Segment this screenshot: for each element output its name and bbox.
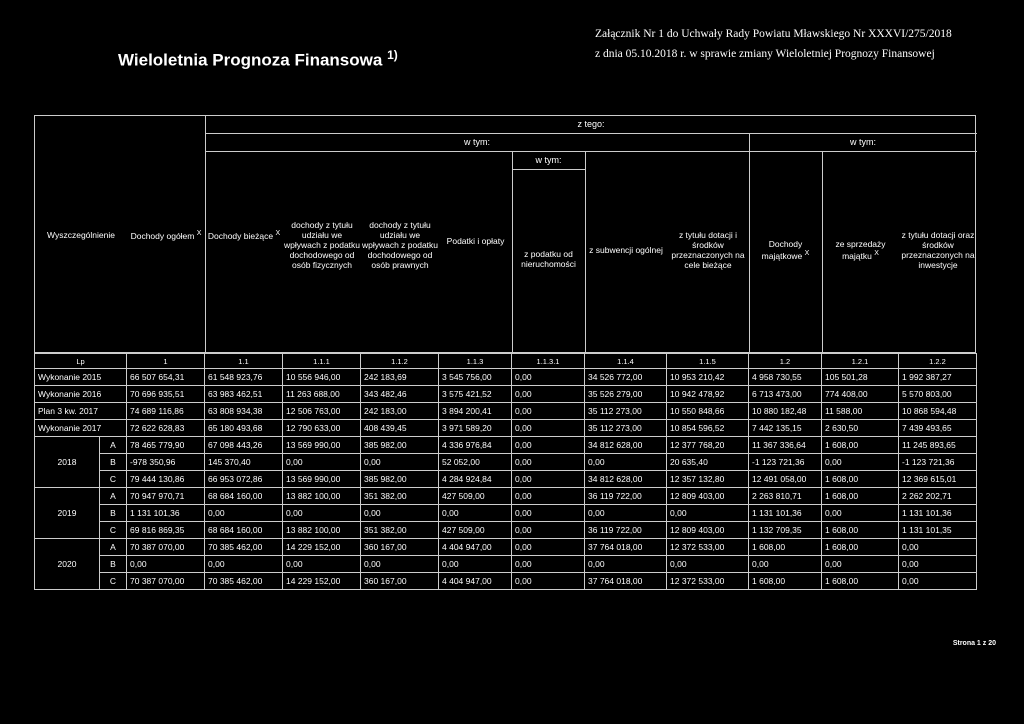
value-cell: 105 501,28 (822, 369, 899, 386)
value-cell: 11 263 688,00 (283, 386, 361, 403)
value-cell: 0,00 (205, 556, 283, 573)
value-cell: 3 971 589,20 (439, 420, 512, 437)
value-cell: 774 408,00 (822, 386, 899, 403)
value-cell: 427 509,00 (439, 488, 512, 505)
value-cell: 0,00 (585, 454, 667, 471)
value-cell: 6 713 473,00 (749, 386, 822, 403)
value-cell: 0,00 (512, 437, 585, 454)
table-row (35, 522, 977, 539)
value-cell: 1 131 101,36 (127, 505, 205, 522)
value-cell: 1 992 387,27 (899, 369, 977, 386)
value-cell: 3 894 200,41 (439, 403, 512, 420)
value-cell: 1 608,00 (822, 573, 899, 590)
value-cell: 12 372 533,00 (667, 539, 749, 556)
col-header-dochody-biezace: Dochody bieżące $^X$ (207, 230, 281, 241)
title-text: Wieloletnia Prognoza Finansowa (118, 50, 383, 70)
col-header-cit: dochody z tytułu udziału we wpływach z podatku dochodowego od osób prawnych (361, 220, 439, 270)
value-cell: 4 958 730,55 (749, 369, 822, 386)
value-cell: 74 689 116,86 (127, 403, 205, 420)
value-cell: 0,00 (749, 556, 822, 573)
value-cell: 385 982,00 (361, 471, 439, 488)
value-cell: 68 684 160,00 (205, 488, 283, 505)
value-cell: 0,00 (585, 505, 667, 522)
value-cell: 0,00 (512, 386, 585, 403)
col-header-sprzedaz: ze sprzedaży majątku $^X$ (835, 239, 886, 261)
value-cell: 36 119 722,00 (585, 488, 667, 505)
value-cell: 0,00 (512, 471, 585, 488)
value-cell: 66 953 072,86 (205, 471, 283, 488)
value-cell: 70 947 970,71 (127, 488, 205, 505)
variant-cell: B (100, 556, 127, 573)
table-row (35, 369, 977, 386)
value-cell: 13 882 100,00 (283, 522, 361, 539)
value-cell: 12 372 533,00 (667, 573, 749, 590)
value-cell: 1 131 101,36 (749, 505, 822, 522)
value-cell: 52 052,00 (439, 454, 512, 471)
lp-cell: 1.1.2 (361, 354, 439, 369)
value-cell: 70 696 935,51 (127, 386, 205, 403)
value-cell: 0,00 (283, 454, 361, 471)
value-cell: 0,00 (361, 556, 439, 573)
value-cell: 351 382,00 (361, 488, 439, 505)
row-label: Wykonanie 2016 (35, 386, 127, 403)
value-cell: 12 369 615,01 (899, 471, 977, 488)
value-cell: 0,00 (127, 556, 205, 573)
col-header-wyszczegolnienie: Wyszczególnienie (47, 230, 115, 240)
value-cell: 20 635,40 (667, 454, 749, 471)
value-cell: 11 245 893,65 (899, 437, 977, 454)
value-cell: 145 370,40 (205, 454, 283, 471)
lp-row (35, 354, 977, 369)
page-title (118, 48, 398, 71)
lp-cell: 1.1.3 (439, 354, 512, 369)
variant-cell: A (100, 488, 127, 505)
value-cell: 242 183,00 (361, 403, 439, 420)
value-cell: 37 764 018,00 (585, 539, 667, 556)
variant-cell: C (100, 522, 127, 539)
page-number: Strona 1 z 20 (952, 640, 996, 647)
value-cell: 10 556 946,00 (283, 369, 361, 386)
lp-cell: 1.2.1 (822, 354, 899, 369)
value-cell: 10 942 478,92 (667, 386, 749, 403)
table-row (35, 454, 977, 471)
value-cell: 4 404 947,00 (439, 539, 512, 556)
value-cell: 5 570 803,00 (899, 386, 977, 403)
table-row (35, 488, 977, 505)
value-cell: 0,00 (512, 488, 585, 505)
lp-cell: 1.1.4 (585, 354, 667, 369)
value-cell: 7 439 493,65 (899, 420, 977, 437)
variant-cell: A (100, 539, 127, 556)
z-tego-label: z tego: (577, 119, 605, 129)
value-cell: 4 336 976,84 (439, 437, 512, 454)
value-cell: 12 790 633,00 (283, 420, 361, 437)
col-header-subwencja: z subwencji ogólnej (589, 245, 663, 255)
title-footnote-mark: 1) (387, 48, 398, 62)
variant-cell: C (100, 471, 127, 488)
w-tym-label-current: w tym: (464, 137, 490, 147)
table-row (35, 386, 977, 403)
value-cell: 242 183,69 (361, 369, 439, 386)
value-cell: -1 123 721,36 (899, 454, 977, 471)
value-cell: 78 465 779,90 (127, 437, 205, 454)
value-cell: 0,00 (822, 556, 899, 573)
table-row (35, 505, 977, 522)
data-table (34, 353, 977, 590)
col-header-dotacje-biezace: z tytułu dotacji i środków przeznaczonych na cele bieżące (671, 230, 745, 270)
w-tym-label-taxes: w tym: (535, 155, 562, 165)
value-cell: 0,00 (899, 539, 977, 556)
value-cell: 34 526 772,00 (585, 369, 667, 386)
value-cell: 4 284 924,84 (439, 471, 512, 488)
value-cell: 0,00 (205, 505, 283, 522)
value-cell: 0,00 (283, 505, 361, 522)
value-cell: 35 112 273,00 (585, 403, 667, 420)
lp-cell: 1.1.1 (283, 354, 361, 369)
value-cell: 11 588,00 (822, 403, 899, 420)
value-cell: 0,00 (283, 556, 361, 573)
value-cell: 14 229 152,00 (283, 539, 361, 556)
value-cell: 0,00 (512, 403, 585, 420)
value-cell: 12 809 403,00 (667, 488, 749, 505)
value-cell: 0,00 (512, 369, 585, 386)
value-cell: 360 167,00 (361, 539, 439, 556)
value-cell: 10 854 596,52 (667, 420, 749, 437)
value-cell: 37 764 018,00 (585, 573, 667, 590)
value-cell: 12 506 763,00 (283, 403, 361, 420)
value-cell: 0,00 (667, 556, 749, 573)
value-cell: 13 882 100,00 (283, 488, 361, 505)
value-cell: 35 526 279,00 (585, 386, 667, 403)
value-cell: 1 608,00 (749, 573, 822, 590)
value-cell: 408 439,45 (361, 420, 439, 437)
value-cell: 34 812 628,00 (585, 437, 667, 454)
value-cell: 0,00 (361, 505, 439, 522)
value-cell: 66 507 654,31 (127, 369, 205, 386)
value-cell: 14 229 152,00 (283, 573, 361, 590)
value-cell: 1 608,00 (822, 539, 899, 556)
row-label: Plan 3 kw. 2017 (35, 403, 127, 420)
value-cell: 3 575 421,52 (439, 386, 512, 403)
value-cell: 3 545 756,00 (439, 369, 512, 386)
col-header-dochody-majatkowe: Dochody majątkowe $^X$ (761, 239, 810, 261)
value-cell: 67 098 443,26 (205, 437, 283, 454)
value-cell: 65 180 493,68 (205, 420, 283, 437)
col-header-dotacje-inwestycje: z tytułu dotacji oraz środków przeznaczonych na inwestycje (901, 230, 975, 270)
value-cell: 10 868 594,48 (899, 403, 977, 420)
value-cell: 0,00 (361, 454, 439, 471)
value-cell: 1 608,00 (822, 488, 899, 505)
lp-cell: 1.1 (205, 354, 283, 369)
col-header-nieruchomosci: z podatku od nieruchomości (521, 249, 576, 269)
value-cell: 0,00 (512, 505, 585, 522)
value-cell: 2 262 202,71 (899, 488, 977, 505)
attachment-note (595, 24, 952, 64)
value-cell: 2 630,50 (822, 420, 899, 437)
value-cell: 61 548 923,76 (205, 369, 283, 386)
table-row (35, 420, 977, 437)
variant-cell: B (100, 505, 127, 522)
table-row (35, 556, 977, 573)
value-cell: 12 809 403,00 (667, 522, 749, 539)
attachment-line-1: Załącznik Nr 1 do Uchwały Rady Powiatu Mławskiego Nr XXXVI/275/2018 (595, 28, 952, 40)
table-row (35, 403, 977, 420)
value-cell: 72 622 628,83 (127, 420, 205, 437)
value-cell: -978 350,96 (127, 454, 205, 471)
value-cell: 0,00 (822, 454, 899, 471)
value-cell: 10 953 210,42 (667, 369, 749, 386)
column-header-block (34, 115, 976, 353)
value-cell: 70 385 462,00 (205, 539, 283, 556)
value-cell: 343 482,46 (361, 386, 439, 403)
value-cell: 1 608,00 (822, 437, 899, 454)
value-cell: 0,00 (585, 556, 667, 573)
value-cell: 0,00 (512, 454, 585, 471)
lp-cell: Lp (35, 354, 127, 369)
value-cell: 13 569 990,00 (283, 437, 361, 454)
value-cell: 1 131 101,35 (899, 522, 977, 539)
value-cell: 0,00 (899, 556, 977, 573)
value-cell: 12 357 132,80 (667, 471, 749, 488)
table-row (35, 471, 977, 488)
variant-cell: B (100, 454, 127, 471)
value-cell: 63 808 934,38 (205, 403, 283, 420)
value-cell: 10 880 182,48 (749, 403, 822, 420)
value-cell: 1 132 709,35 (749, 522, 822, 539)
value-cell: 12 377 768,20 (667, 437, 749, 454)
value-cell: 12 491 058,00 (749, 471, 822, 488)
value-cell: 1 131 101,36 (899, 505, 977, 522)
value-cell: 360 167,00 (361, 573, 439, 590)
value-cell: 11 367 336,64 (749, 437, 822, 454)
value-cell: 0,00 (512, 522, 585, 539)
value-cell: 10 550 848,66 (667, 403, 749, 420)
table-row (35, 539, 977, 556)
value-cell: 36 119 722,00 (585, 522, 667, 539)
year-cell: 2019 (35, 488, 100, 539)
value-cell: 0,00 (667, 505, 749, 522)
value-cell: 68 684 160,00 (205, 522, 283, 539)
row-label: Wykonanie 2015 (35, 369, 127, 386)
value-cell: 0,00 (512, 556, 585, 573)
lp-cell: 1.1.5 (667, 354, 749, 369)
value-cell: 0,00 (512, 573, 585, 590)
variant-cell: A (100, 437, 127, 454)
value-cell: 0,00 (439, 505, 512, 522)
value-cell: 7 442 135,15 (749, 420, 822, 437)
value-cell: 70 387 070,00 (127, 573, 205, 590)
value-cell: 0,00 (899, 573, 977, 590)
row-label: Wykonanie 2017 (35, 420, 127, 437)
value-cell: 70 387 070,00 (127, 539, 205, 556)
value-cell: -1 123 721,36 (749, 454, 822, 471)
value-cell: 351 382,00 (361, 522, 439, 539)
value-cell: 63 983 462,51 (205, 386, 283, 403)
value-cell: 1 608,00 (822, 522, 899, 539)
year-cell: 2020 (35, 539, 100, 590)
value-cell: 0,00 (822, 505, 899, 522)
value-cell: 69 816 869,35 (127, 522, 205, 539)
value-cell: 1 608,00 (822, 471, 899, 488)
year-cell: 2018 (35, 437, 100, 488)
lp-cell: 1.2.2 (899, 354, 977, 369)
lp-cell: 1.2 (749, 354, 822, 369)
w-tym-label-capital: w tym: (850, 137, 876, 147)
value-cell: 385 982,00 (361, 437, 439, 454)
variant-cell: C (100, 573, 127, 590)
value-cell: 35 112 273,00 (585, 420, 667, 437)
value-cell: 70 385 462,00 (205, 573, 283, 590)
table-row (35, 437, 977, 454)
value-cell: 79 444 130,86 (127, 471, 205, 488)
value-cell: 4 404 947,00 (439, 573, 512, 590)
value-cell: 427 509,00 (439, 522, 512, 539)
value-cell: 34 812 628,00 (585, 471, 667, 488)
value-cell: 1 608,00 (749, 539, 822, 556)
value-cell: 0,00 (512, 420, 585, 437)
value-cell: 2 263 810,71 (749, 488, 822, 505)
value-cell: 0,00 (512, 539, 585, 556)
col-header-podatki: Podatki i opłaty (446, 236, 505, 246)
value-cell: 13 569 990,00 (283, 471, 361, 488)
value-cell: 0,00 (439, 556, 512, 573)
col-header-dochody-ogolem: Dochody ogółem $^X$ (130, 230, 202, 241)
table-row (35, 573, 977, 590)
attachment-line-2: z dnia 05.10.2018 r. w sprawie zmiany Wieloletniej Prognozy Finansowej (595, 48, 935, 60)
lp-cell: 1.1.3.1 (512, 354, 585, 369)
lp-cell: 1 (127, 354, 205, 369)
col-header-pit: dochody z tytułu udziału we wpływach z podatku dochodowego od osób fizycznych (283, 220, 361, 270)
